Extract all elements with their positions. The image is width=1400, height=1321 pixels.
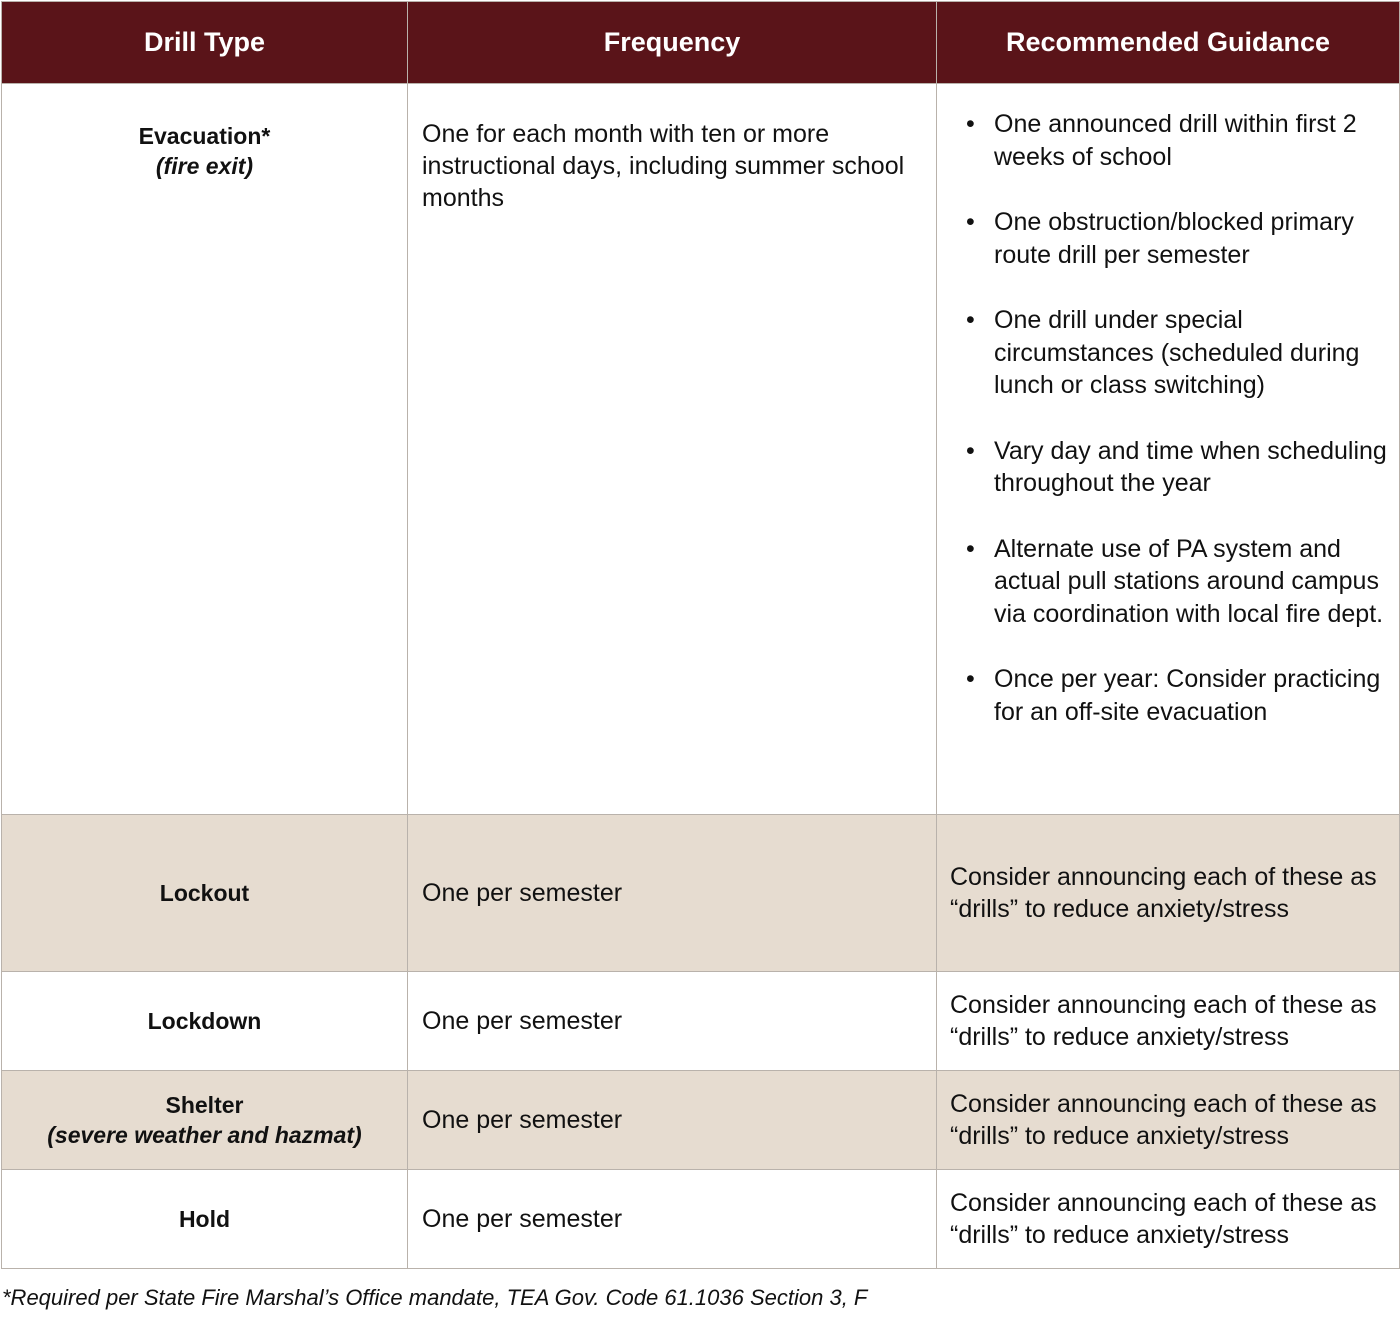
table-row-shelter: [2, 1071, 1400, 1170]
drill-type-cell: [2, 1170, 408, 1269]
guidance-bullet-item: • One obstruction/blocked primary route drill per semester: [994, 206, 1391, 271]
header-drill-type: Drill Type: [2, 2, 408, 84]
drill-type-cell: [2, 1071, 408, 1170]
drill-schedule-table: [1, 1, 1400, 1269]
drill-type-name: Hold: [178, 1206, 231, 1232]
guidance-bullet-item: • One drill under special circumstances (scheduled during lunch or class switching): [994, 304, 1391, 402]
drill-type-cell: [2, 84, 408, 815]
table-row-evacuation: [2, 84, 1400, 815]
header-row: [2, 2, 1400, 84]
table-row-hold: [2, 1170, 1400, 1269]
guidance-bullet-item: • Once per year: Consider practicing for an off-site evacuation: [994, 663, 1391, 728]
frequency-cell: One for each month with ten or more instructional days, including summer school months: [408, 84, 937, 815]
frequency-cell: One per semester: [408, 815, 937, 972]
drill-type-cell: [2, 815, 408, 972]
frequency-cell: One per semester: [408, 1071, 937, 1170]
drill-type-subtype: (severe weather and hazmat): [47, 1122, 362, 1148]
guidance-cell: Consider announcing each of these as “drills” to reduce anxiety/stress: [937, 815, 1400, 972]
drill-type-name: Evacuation*: [138, 123, 271, 149]
header-frequency: Frequency: [408, 2, 937, 84]
table-row-lockout: [2, 815, 1400, 972]
guidance-cell: Consider announcing each of these as “drills” to reduce anxiety/stress: [937, 972, 1400, 1071]
guidance-bullet-item: • One announced drill within first 2 weeks of school: [994, 108, 1391, 173]
header-recommended-guidance: Recommended Guidance: [937, 2, 1400, 84]
guidance-cell: Consider announcing each of these as “drills” to reduce anxiety/stress: [937, 1170, 1400, 1269]
guidance-bullet-item: • Vary day and time when scheduling throughout the year: [994, 435, 1391, 500]
drill-type-name: Lockout: [159, 880, 250, 906]
footnote: *Required per State Fire Marshal’s Office mandate, TEA Gov. Code 61.1036 Section 3, F: [2, 1285, 868, 1310]
table-row-lockdown: [2, 972, 1400, 1071]
drill-type-name: Lockdown: [147, 1008, 262, 1034]
drill-type-cell: [2, 972, 408, 1071]
guidance-bullet-list: [937, 108, 1391, 728]
guidance-bullet-item: • Alternate use of PA system and actual pull stations around campus via coordination with local fire dept.: [994, 533, 1391, 631]
drill-type-subtype: (fire exit): [155, 153, 254, 179]
drill-type-name: Shelter: [165, 1092, 244, 1118]
guidance-cell: [937, 84, 1400, 815]
guidance-cell: Consider announcing each of these as “drills” to reduce anxiety/stress: [937, 1071, 1400, 1170]
table-body: [2, 84, 1400, 1269]
frequency-cell: One per semester: [408, 972, 937, 1071]
table-header: [2, 2, 1400, 84]
frequency-cell: One per semester: [408, 1170, 937, 1269]
